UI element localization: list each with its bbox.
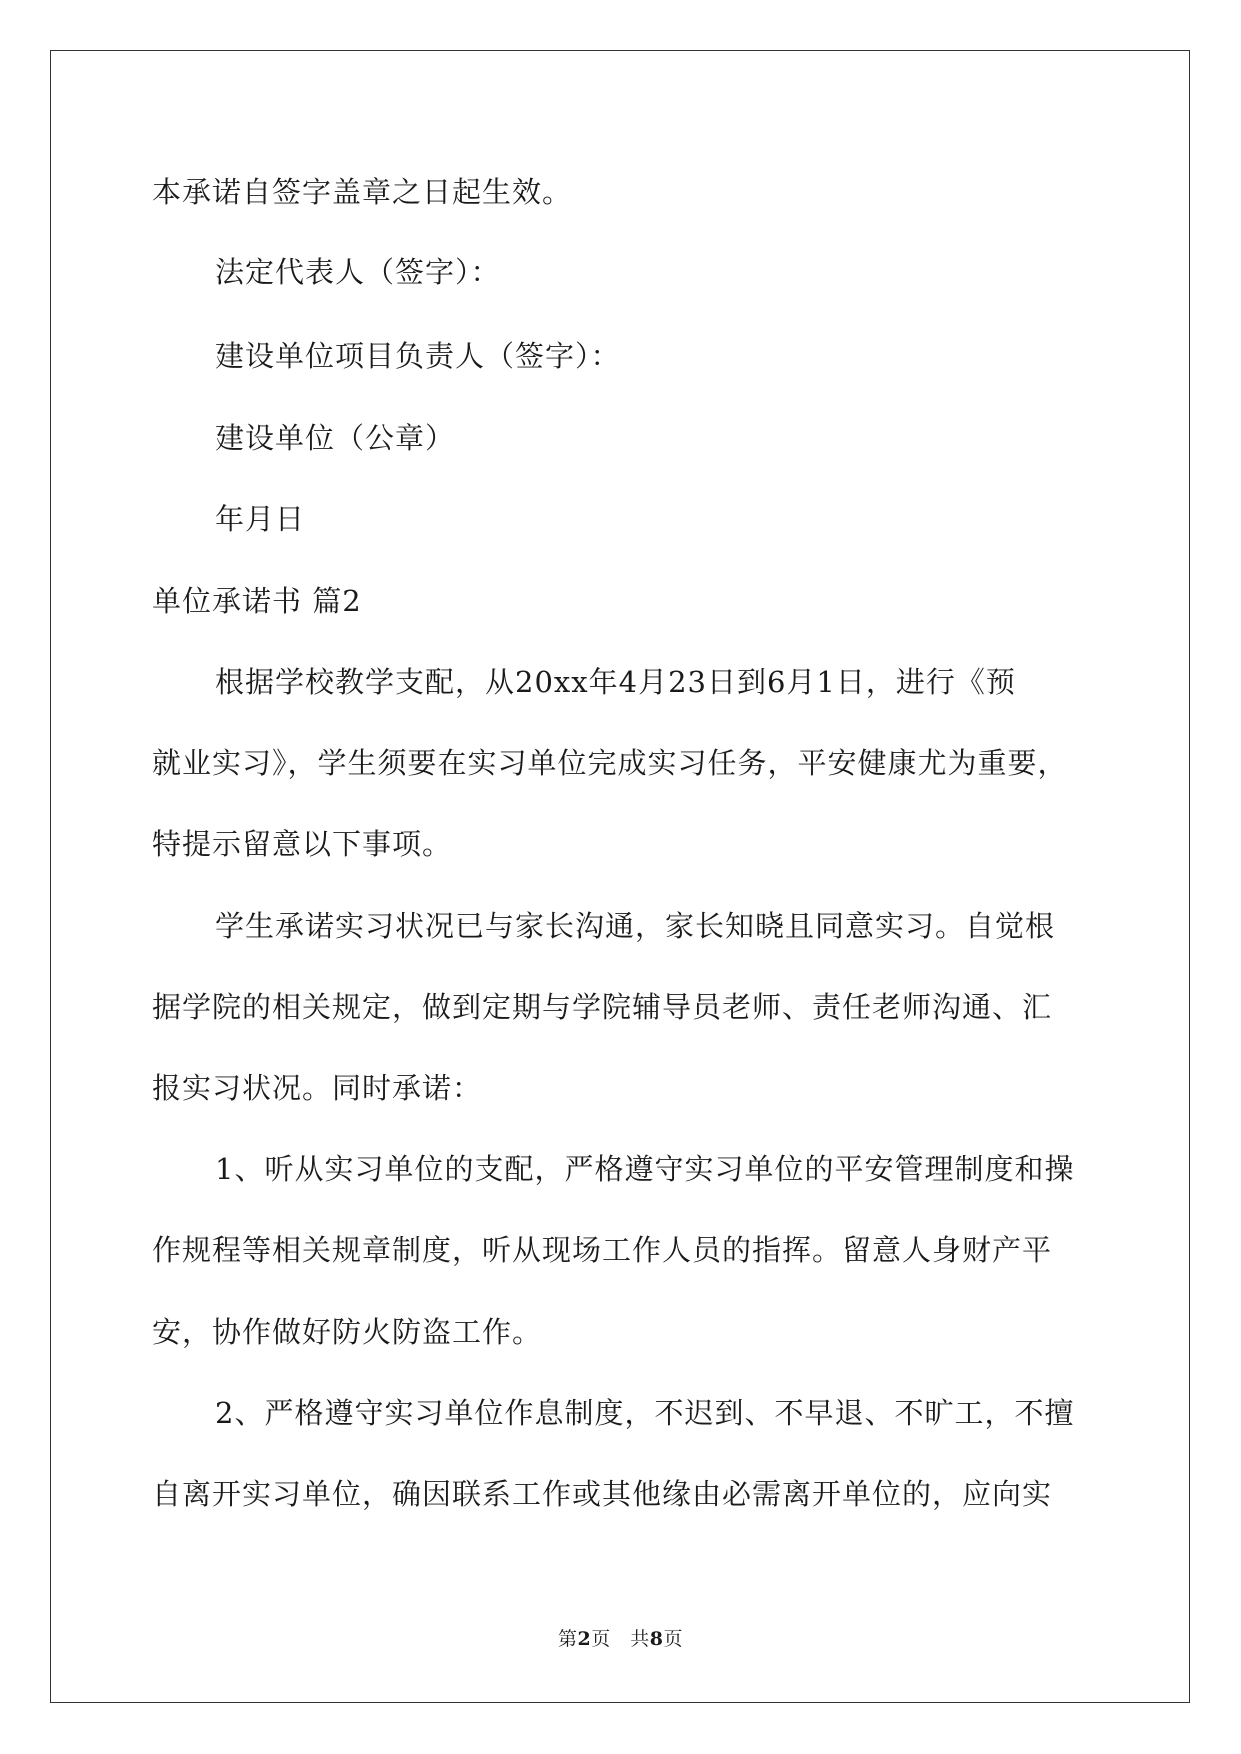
footer-prefix: 第: [557, 1628, 578, 1650]
text-line: 据学院的相关规定，做到定期与学院辅导员老师、责任老师沟通、汇: [152, 990, 1053, 1024]
footer-middle: 页 共: [591, 1628, 650, 1650]
text-line: 安，协作做好防火防盗工作。: [152, 1315, 543, 1349]
text-line: 2、严格遵守实习单位作息制度，不迟到、不早退、不旷工，不擅: [215, 1396, 1075, 1430]
text-line: 建设单位项目负责人（签字）：: [215, 339, 621, 373]
text-line: 根据学校教学支配，从20xx年4月23日到6月1日，进行《预: [215, 665, 1016, 699]
text-line: 法定代表人（签字）：: [215, 255, 501, 289]
text-line: 自离开实习单位，确因联系工作或其他缘由必需离开单位的，应向实: [152, 1477, 1053, 1511]
text-line: 作规程等相关规章制度，听从现场工作人员的指挥。留意人身财产平: [152, 1233, 1053, 1267]
page-footer: [0, 1626, 1241, 1652]
text-line: 年月日: [215, 502, 306, 536]
text-line: 就业实习》，学生须要在实习单位完成实习任务，平安健康尤为重要，: [152, 746, 1068, 780]
footer-suffix: 页: [663, 1628, 683, 1650]
text-line: 建设单位（公章）: [215, 421, 456, 455]
text-line: 1、听从实习单位的支配，严格遵守实习单位的平安管理制度和操: [215, 1152, 1075, 1186]
section-heading: 单位承诺书 篇2: [152, 584, 362, 618]
text-line: 本承诺自签字盖章之日起生效。: [152, 175, 573, 209]
text-line: 报实习状况。同时承诺：: [152, 1071, 483, 1105]
page-border: [50, 50, 1190, 1703]
text-line: 特提示留意以下事项。: [152, 827, 453, 861]
current-page-number: 2: [577, 1628, 592, 1650]
total-pages-number: 8: [649, 1628, 664, 1650]
text-line: 学生承诺实习状况已与家长沟通，家长知晓且同意实习。自觉根: [215, 909, 1056, 943]
